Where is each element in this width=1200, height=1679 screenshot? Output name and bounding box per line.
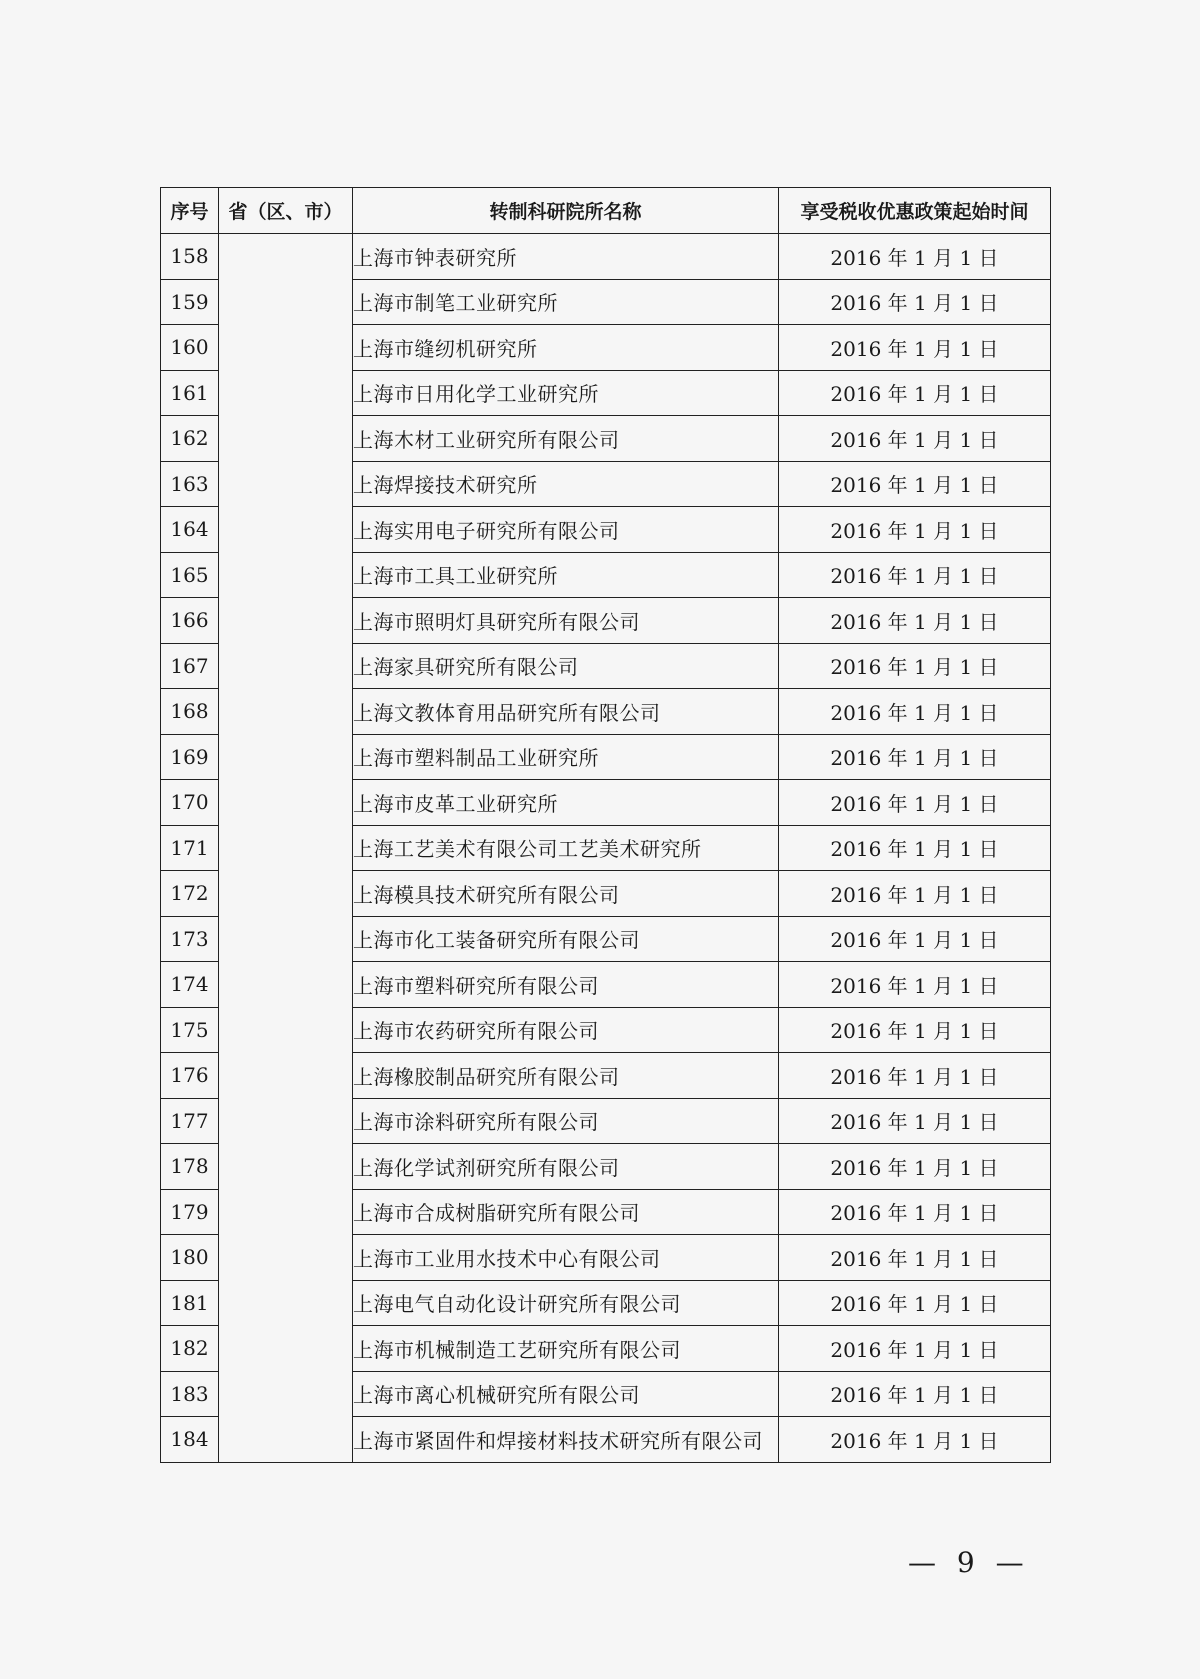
row-number: 169 [161, 734, 219, 780]
start-date: 2016 年 1 月 1 日 [779, 1417, 1051, 1463]
start-date: 2016 年 1 月 1 日 [779, 871, 1051, 917]
row-number: 159 [161, 279, 219, 325]
institute-name: 上海化学试剂研究所有限公司 [353, 1144, 779, 1190]
row-number: 171 [161, 825, 219, 871]
start-date: 2016 年 1 月 1 日 [779, 507, 1051, 553]
row-number: 176 [161, 1053, 219, 1099]
row-number: 167 [161, 643, 219, 689]
row-number: 175 [161, 1007, 219, 1053]
row-number: 182 [161, 1326, 219, 1372]
row-number: 158 [161, 234, 219, 280]
start-date: 2016 年 1 月 1 日 [779, 1235, 1051, 1281]
institute-name: 上海市合成树脂研究所有限公司 [353, 1189, 779, 1235]
start-date: 2016 年 1 月 1 日 [779, 1326, 1051, 1372]
institute-name: 上海市缝纫机研究所 [353, 325, 779, 371]
start-date: 2016 年 1 月 1 日 [779, 1280, 1051, 1326]
institute-name: 上海电气自动化设计研究所有限公司 [353, 1280, 779, 1326]
row-number: 168 [161, 689, 219, 735]
institute-table [160, 187, 1051, 1463]
institute-name: 上海市涂料研究所有限公司 [353, 1098, 779, 1144]
institute-name: 上海市机械制造工艺研究所有限公司 [353, 1326, 779, 1372]
row-number: 162 [161, 416, 219, 462]
start-date: 2016 年 1 月 1 日 [779, 734, 1051, 780]
row-number: 163 [161, 461, 219, 507]
institute-name: 上海实用电子研究所有限公司 [353, 507, 779, 553]
row-number: 166 [161, 598, 219, 644]
institute-name: 上海市紧固件和焊接材料技术研究所有限公司 [353, 1417, 779, 1463]
header-province: 省（区、市） [219, 188, 353, 234]
institute-name: 上海焊接技术研究所 [353, 461, 779, 507]
institute-name: 上海市制笔工业研究所 [353, 279, 779, 325]
start-date: 2016 年 1 月 1 日 [779, 916, 1051, 962]
row-number: 177 [161, 1098, 219, 1144]
row-number: 178 [161, 1144, 219, 1190]
start-date: 2016 年 1 月 1 日 [779, 416, 1051, 462]
row-number: 161 [161, 370, 219, 416]
start-date: 2016 年 1 月 1 日 [779, 1189, 1051, 1235]
start-date: 2016 年 1 月 1 日 [779, 370, 1051, 416]
start-date: 2016 年 1 月 1 日 [779, 689, 1051, 735]
start-date: 2016 年 1 月 1 日 [779, 552, 1051, 598]
row-number: 170 [161, 780, 219, 826]
institute-name: 上海市塑料制品工业研究所 [353, 734, 779, 780]
institute-name: 上海市离心机械研究所有限公司 [353, 1371, 779, 1417]
start-date: 2016 年 1 月 1 日 [779, 1098, 1051, 1144]
institute-name: 上海文教体育用品研究所有限公司 [353, 689, 779, 735]
header-start-date: 享受税收优惠政策起始时间 [779, 188, 1051, 234]
row-number: 181 [161, 1280, 219, 1326]
row-number: 160 [161, 325, 219, 371]
institute-name: 上海市钟表研究所 [353, 234, 779, 280]
header-num: 序号 [161, 188, 219, 234]
row-number: 165 [161, 552, 219, 598]
row-number: 180 [161, 1235, 219, 1281]
institute-name: 上海家具研究所有限公司 [353, 643, 779, 689]
start-date: 2016 年 1 月 1 日 [779, 279, 1051, 325]
start-date: 2016 年 1 月 1 日 [779, 780, 1051, 826]
province-cell [219, 234, 353, 1463]
institute-name: 上海市照明灯具研究所有限公司 [353, 598, 779, 644]
row-number: 172 [161, 871, 219, 917]
institute-name: 上海市皮革工业研究所 [353, 780, 779, 826]
start-date: 2016 年 1 月 1 日 [779, 962, 1051, 1008]
institute-name: 上海市日用化学工业研究所 [353, 370, 779, 416]
header-name: 转制科研院所名称 [353, 188, 779, 234]
row-number: 164 [161, 507, 219, 553]
institute-name: 上海市塑料研究所有限公司 [353, 962, 779, 1008]
start-date: 2016 年 1 月 1 日 [779, 234, 1051, 280]
institute-name: 上海市工业用水技术中心有限公司 [353, 1235, 779, 1281]
table-body [161, 234, 1051, 1463]
table-header-row [161, 188, 1051, 234]
start-date: 2016 年 1 月 1 日 [779, 1053, 1051, 1099]
institute-name: 上海模具技术研究所有限公司 [353, 871, 779, 917]
institute-name: 上海工艺美术有限公司工艺美术研究所 [353, 825, 779, 871]
row-number: 183 [161, 1371, 219, 1417]
institute-name: 上海市工具工业研究所 [353, 552, 779, 598]
institute-name: 上海市农药研究所有限公司 [353, 1007, 779, 1053]
institute-name: 上海木材工业研究所有限公司 [353, 416, 779, 462]
start-date: 2016 年 1 月 1 日 [779, 598, 1051, 644]
row-number: 173 [161, 916, 219, 962]
start-date: 2016 年 1 月 1 日 [779, 825, 1051, 871]
institute-name: 上海市化工装备研究所有限公司 [353, 916, 779, 962]
start-date: 2016 年 1 月 1 日 [779, 1371, 1051, 1417]
row-number: 184 [161, 1417, 219, 1463]
start-date: 2016 年 1 月 1 日 [779, 1007, 1051, 1053]
table-row [161, 234, 1051, 280]
page-number: — 9 — [908, 1546, 1030, 1579]
start-date: 2016 年 1 月 1 日 [779, 1144, 1051, 1190]
start-date: 2016 年 1 月 1 日 [779, 461, 1051, 507]
row-number: 179 [161, 1189, 219, 1235]
start-date: 2016 年 1 月 1 日 [779, 643, 1051, 689]
row-number: 174 [161, 962, 219, 1008]
start-date: 2016 年 1 月 1 日 [779, 325, 1051, 371]
institute-name: 上海橡胶制品研究所有限公司 [353, 1053, 779, 1099]
